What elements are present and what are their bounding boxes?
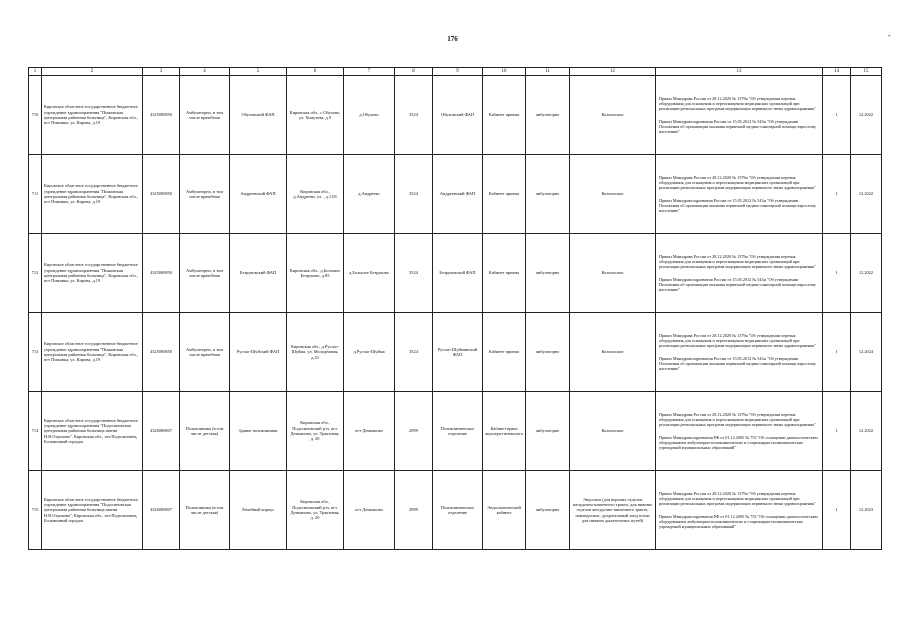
department-name: Безруковский ФАП xyxy=(433,234,483,313)
regulation-cell xyxy=(656,234,823,313)
care-form: амбулаторно xyxy=(526,76,570,155)
care-type: Амбулаторно, в том числе врачебная xyxy=(180,76,230,155)
column-number-8: 8 xyxy=(395,68,433,76)
column-number-3: 3 xyxy=(143,68,180,76)
page-number: 176 xyxy=(447,35,458,43)
table-row xyxy=(29,313,882,392)
regulation-cell xyxy=(656,313,823,392)
room-name: Кабинет приема xyxy=(483,234,526,313)
department-name: Обуховский ФАП xyxy=(433,76,483,155)
corner-mark: - xyxy=(888,31,891,40)
column-number-6: 6 xyxy=(287,68,344,76)
care-form: амбулаторно xyxy=(526,155,570,234)
unit-name: Лечебный корпус xyxy=(230,471,287,550)
table-row xyxy=(29,234,882,313)
unit-address: Кировская обл., д.Большое Безруково, д.85 xyxy=(287,234,344,313)
header-row xyxy=(29,68,882,76)
regulation-order-1: Приказ Минздрава России от 28.12.2020 № 1379н "Об утверждении перечня оборудования для оснащения и переоснащения медицинских организаций при реализации региональных программ модернизации первичного звена здравоохранения" xyxy=(659,174,816,191)
oktmo-code: 3524 xyxy=(395,313,433,392)
regulation-order-1: Приказ Минздрава России от 28.12.2020 № 1379н "Об утверждении перечня оборудования для оснащения и переоснащения медицинских организаций при реализации региональных программ модернизации первичного звена здравоохранения" xyxy=(659,95,816,112)
department-name: Андреевский ФАП xyxy=(433,155,483,234)
care-form: амбулаторно xyxy=(526,392,570,471)
oktmo-code: 3524 xyxy=(395,234,433,313)
row-number: 712 xyxy=(29,234,42,313)
row-number: 710 xyxy=(29,76,42,155)
room-name: Кабинет приема xyxy=(483,155,526,234)
settlement-name: д.Обухово xyxy=(344,76,395,155)
organization-name: Кировское областное государственное бюджетное учреждение здравоохранения "Пижанская центральная районная больница", Кировская обл., пгт Пижанка, ул. Кирова, д.19 xyxy=(42,155,143,234)
column-number-5: 5 xyxy=(230,68,287,76)
regulation-order-2: Приказ Минздравсоцразвития России от 15.05.2012 № 543н "Об утверждении Положения об организации оказания первичной медико-санитарной помощи взрослому населению" xyxy=(659,355,817,371)
organization-name: Кировское областное государственное бюджетное учреждение здравоохранения "Пижанская центральная районная больница", Кировская обл., пгт Пижанка, ул. Кирова, д.19 xyxy=(42,313,143,392)
row-number: 713 xyxy=(29,313,42,392)
room-name: Кабинет приема xyxy=(483,76,526,155)
equipment-name: Кольпоскоп xyxy=(570,313,656,392)
organization-name: Кировское областное государственное бюджетное учреждение здравоохранения "Подосиновская центральная районная больница имени Н.В.Отрокова", Кировская обл., пгт.Подосиновец, Больничный городок xyxy=(42,471,143,550)
column-number-2: 2 xyxy=(42,68,143,76)
unit-address: Кировская обл., Подосиновский р-н, пгт. Демьяново, ул. Трактовая, д. 20 xyxy=(287,471,344,550)
regulation-cell xyxy=(656,392,823,471)
equipment-name: Кольпоскоп xyxy=(570,155,656,234)
unit-name: Андреевский ФАП xyxy=(230,155,287,234)
delivery-date: 12.2022 xyxy=(851,234,882,313)
oktmo-code: 3524 xyxy=(395,76,433,155)
column-number-14: 14 xyxy=(823,68,851,76)
column-number-10: 10 xyxy=(483,68,526,76)
column-number-7: 7 xyxy=(344,68,395,76)
column-number-1: 1 xyxy=(29,68,42,76)
regulation-order-2: Приказ Минздравсоцразвития РФ от 01.12.2005 № 753 "Об оснащении диагностическим оборудованием амбулаторно-поликлинических и стационарно-поликлинических учреждений муниципальных образований" xyxy=(659,434,818,450)
settlement-name: д.Большое Безруково xyxy=(344,234,395,313)
care-type: Поликлиника (в том числе детская) xyxy=(180,471,230,550)
organization-name: Кировское областное государственное бюджетное учреждение здравоохранения "Пижанская центральная районная больница", Кировская обл., пгт Пижанка, ул. Кирова, д.19 xyxy=(42,76,143,155)
table-row xyxy=(29,76,882,155)
care-type: Амбулаторно, в том числе врачебная xyxy=(180,313,230,392)
table-row xyxy=(29,392,882,471)
oktmo-code: 3524 xyxy=(395,155,433,234)
column-number-15: 15 xyxy=(851,68,882,76)
inn-code: 4325000850 xyxy=(143,313,180,392)
inn-code: 4325000850 xyxy=(143,155,180,234)
row-number: 711 xyxy=(29,155,42,234)
inn-code: 4325000850 xyxy=(143,234,180,313)
care-type: Поликлиника (в том числе детская) xyxy=(180,392,230,471)
care-type: Амбулаторно, в том числе врачебная xyxy=(180,155,230,234)
settlement-name: д.Русско-Шуйма xyxy=(344,313,395,392)
column-number-13: 13 xyxy=(656,68,823,76)
regulation-order-2: Приказ Минздравсоцразвития РФ от 01.12.2005 № 753 "Об оснащении диагностическим оборудованием амбулаторно-поликлинических и стационарно-поликлинических учреждений муниципальных образований" xyxy=(659,513,818,529)
inn-code: 4326000807 xyxy=(143,471,180,550)
equipment-table xyxy=(28,67,882,550)
quantity: 1 xyxy=(823,471,851,550)
unit-address: Кировская обл., д.Русско-Шуйма, ул. Молодёжная, д.23 xyxy=(287,313,344,392)
delivery-date: 12.2022 xyxy=(851,392,882,471)
quantity: 1 xyxy=(823,155,851,234)
unit-address: Кировская обл., с.Обухово, ул. Хомутова, д.9 xyxy=(287,76,344,155)
regulation-cell xyxy=(656,471,823,550)
row-number: 715 xyxy=(29,471,42,550)
room-name: Кабинет врача акушера-гинеколога xyxy=(483,392,526,471)
column-number-4: 4 xyxy=(180,68,230,76)
care-type: Амбулаторно, в том числе врачебная xyxy=(180,234,230,313)
unit-name: Обуховский ФАП xyxy=(230,76,287,155)
unit-address: Кировская обл., Подосиновский р-н, пгт. Демьяново, ул. Трактовая, д. 20 xyxy=(287,392,344,471)
regulation-order-2: Приказ Минздравсоцразвития России от 15.05.2012 № 543н "Об утверждении Положения об организации оказания первичной медико-санитарной помощи взрослому населению" xyxy=(659,197,817,213)
equipment-name: Эндоскоп (для верхних отделов желудочно-кишечного тракта, для нижних отделов желудочно-кишечного тракта, панэндоскоп, дуоденальный зонд и/или для нижних дыхательных путей) xyxy=(570,471,656,550)
settlement-name: пгт Демьяново xyxy=(344,392,395,471)
inn-code: 4326000807 xyxy=(143,392,180,471)
equipment-name: Кольпоскоп xyxy=(570,392,656,471)
regulation-order-1: Приказ Минздрава России от 28.12.2020 № 1379н "Об утверждении перечня оборудования для оснащения и переоснащения медицинских организаций при реализации региональных программ модернизации первичного звена здравоохранения" xyxy=(659,411,816,428)
department-name: Поликлиническое отделение xyxy=(433,392,483,471)
delivery-date: 12.2023 xyxy=(851,471,882,550)
column-number-12: 12 xyxy=(570,68,656,76)
table-row xyxy=(29,155,882,234)
equipment-name: Кольпоскоп xyxy=(570,234,656,313)
organization-name: Кировское областное государственное бюджетное учреждение здравоохранения "Подосиновская центральная районная больница имени Н.В.Отрокова", Кировская обл., пгт.Подосиновец, Больничный городок xyxy=(42,392,143,471)
unit-name: Русско-Шуйский ФАП xyxy=(230,313,287,392)
quantity: 1 xyxy=(823,392,851,471)
row-number: 714 xyxy=(29,392,42,471)
unit-address: Кировская обл., д.Андреево, ул. , д.11/8 xyxy=(287,155,344,234)
room-name: Кабинет приема xyxy=(483,313,526,392)
settlement-name: д.Андреево xyxy=(344,155,395,234)
quantity: 1 xyxy=(823,234,851,313)
regulation-order-1: Приказ Минздрава России от 28.12.2020 № 1379н "Об утверждении перечня оборудования для оснащения и переоснащения медицинских организаций при реализации региональных программ модернизации первичного звена здравоохранения" xyxy=(659,253,816,270)
regulation-order-1: Приказ Минздрава России от 28.12.2020 № 1379н "Об утверждении перечня оборудования для оснащения и переоснащения медицинских организаций при реализации региональных программ модернизации первичного звена здравоохранения" xyxy=(659,332,816,349)
quantity: 1 xyxy=(823,76,851,155)
delivery-date: 12.2024 xyxy=(851,313,882,392)
inn-code: 4325000850 xyxy=(143,76,180,155)
regulation-cell xyxy=(656,155,823,234)
regulation-cell xyxy=(656,76,823,155)
unit-name: Безруковский ФАП xyxy=(230,234,287,313)
delivery-date: 12.2022 xyxy=(851,155,882,234)
regulation-order-1: Приказ Минздрава России от 28.12.2020 № 1379н "Об утверждении перечня оборудования для оснащения и переоснащения медицинских организаций при реализации региональных программ модернизации первичного звена здравоохранения" xyxy=(659,490,816,507)
column-number-11: 11 xyxy=(526,68,570,76)
table-row xyxy=(29,471,882,550)
care-form: амбулаторно xyxy=(526,313,570,392)
care-form: амбулаторно xyxy=(526,234,570,313)
column-number-9: 9 xyxy=(433,68,483,76)
department-name: Поликлиническое отделение xyxy=(433,471,483,550)
oktmo-code: 2999 xyxy=(395,471,433,550)
delivery-date: 12.2022 xyxy=(851,76,882,155)
oktmo-code: 2999 xyxy=(395,392,433,471)
equipment-name: Кольпоскоп xyxy=(570,76,656,155)
quantity: 1 xyxy=(823,313,851,392)
regulation-order-2: Приказ Минздравсоцразвития России от 15.05.2012 № 543н "Об утверждении Положения об организации оказания первичной медико-санитарной помощи взрослому населению" xyxy=(659,118,817,134)
settlement-name: пгт Демьяново xyxy=(344,471,395,550)
department-name: Русско-Шуйминский ФАП xyxy=(433,313,483,392)
unit-name: Здание поликлиники xyxy=(230,392,287,471)
care-form: амбулаторно xyxy=(526,471,570,550)
regulation-order-2: Приказ Минздравсоцразвития России от 15.05.2012 № 543н "Об утверждении Положения об организации оказания первичной медико-санитарной помощи взрослому населению" xyxy=(659,276,817,292)
room-name: Эндоскопический кабинет xyxy=(483,471,526,550)
organization-name: Кировское областное государственное бюджетное учреждение здравоохранения "Пижанская центральная районная больница", Кировская обл., пгт Пижанка, ул. Кирова, д.19 xyxy=(42,234,143,313)
